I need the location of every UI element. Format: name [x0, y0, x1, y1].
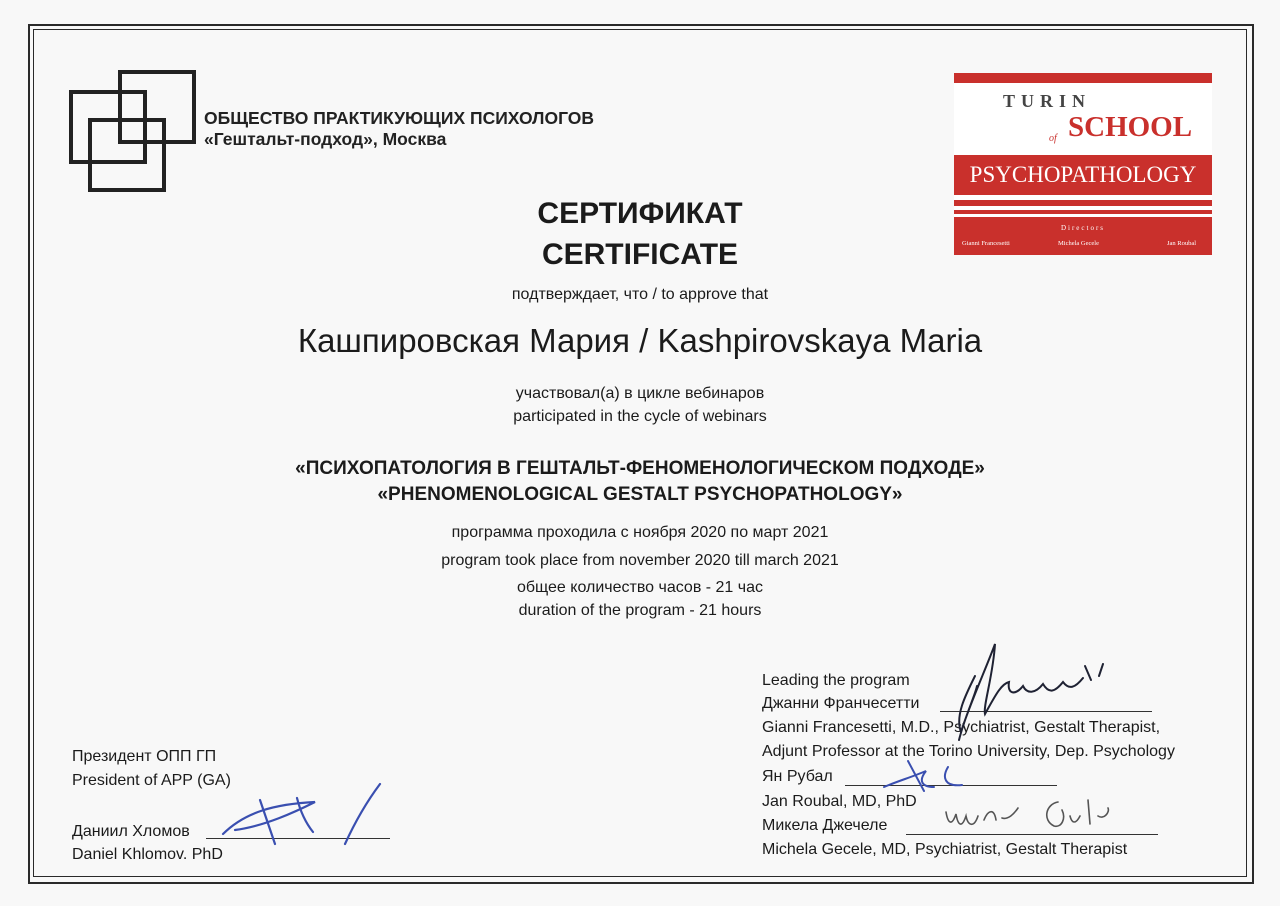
logo-turin: TURIN: [1003, 91, 1092, 111]
leader1-title-1: Gianni Francesetti, M.D., Psychiatrist, Gestalt Therapist,: [762, 719, 1161, 736]
logo-top-bar: [954, 73, 1212, 83]
leader1-name-ru: Джанни Франчесетти: [762, 695, 920, 712]
approve-text: подтверждает, что / to approve that: [511, 286, 769, 303]
francesetti-signature: [935, 636, 1135, 746]
certificate-title-en: CERTIFICATE: [541, 238, 739, 271]
logo-directors-label: Directors: [1060, 224, 1106, 232]
leader2-title: Jan Roubal, MD, PhD: [762, 793, 917, 810]
logo-of: of: [1049, 133, 1057, 144]
logo-director-1: Gianni Francesetti: [962, 240, 1010, 247]
org-name-line2: «Гештальт-подход», Москва: [204, 129, 447, 149]
gecele-signature: [938, 790, 1148, 840]
hours-en: duration of the program - 21 hours: [518, 602, 762, 619]
org-name-line1: ОБЩЕСТВО ПРАКТИКУЮЩИХ ПСИХОЛОГОВ: [204, 108, 595, 128]
leader1-title-2: Adjunt Professor at the Torino University, Dep. Psychology: [762, 743, 1175, 760]
leaders-heading: Leading the program: [762, 672, 910, 689]
president-name-ru: Даниил Хломов: [72, 823, 190, 840]
hours-ru: общее количество часов - 21 час: [516, 579, 764, 596]
president-name-en: Daniel Khlomov. PhD: [72, 846, 223, 863]
leader3-name-ru: Микела Джечеле: [762, 817, 888, 834]
program-title-en: «PHENOMENOLOGICAL GESTALT PSYCHOPATHOLOGY»: [377, 484, 903, 505]
app-logo: [68, 70, 198, 196]
leader3-title: Michela Gecele, MD, Psychiatrist, Gestalt Therapist: [762, 841, 1128, 858]
logo-psychopathology: PSYCHOPATHOLOGY: [954, 155, 1212, 195]
president-signature: [205, 782, 405, 850]
certificate-title-ru: СЕРТИФИКАТ: [537, 197, 743, 230]
recipient-name: Кашпировская Мария / Kashpirovskaya Maria: [297, 322, 983, 359]
participated-en: participated in the cycle of webinars: [513, 408, 767, 425]
logo-director-3: Jan Roubal: [1167, 240, 1197, 247]
participated-ru: участвовал(а) в цикле вебинаров: [515, 385, 765, 402]
logo-director-2: Michela Gecele: [1058, 240, 1099, 247]
president-role-en: President of APP (GA): [72, 772, 231, 789]
president-role-ru: Президент ОПП ГП: [72, 748, 217, 765]
dates-en: program took place from november 2020 till march 2021: [441, 552, 839, 569]
dates-ru: программа проходила с ноября 2020 по март 2021: [451, 524, 829, 541]
logo-school: SCHOOL: [1068, 111, 1193, 143]
program-title-ru: «ПСИХОПАТОЛОГИЯ В ГЕШТАЛЬТ-ФЕНОМЕНОЛОГИЧЕСКОМ ПОДХОДЕ»: [295, 458, 985, 479]
org-name: [204, 108, 594, 150]
leader2-name-ru: Ян Рубал: [762, 768, 833, 785]
